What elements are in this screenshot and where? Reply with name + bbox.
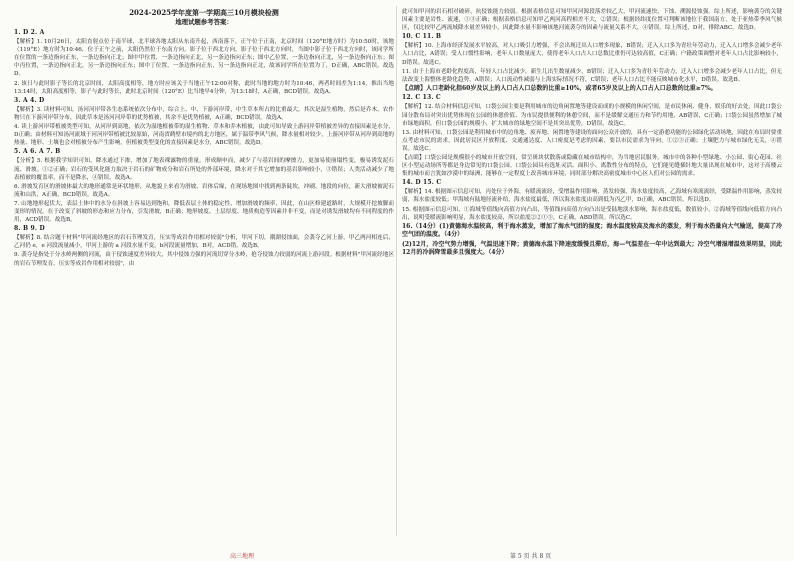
footer-page-number: 第 5 页 共 8 页	[510, 553, 552, 560]
answer-key-line: 12. C 13. C	[402, 94, 441, 102]
answer-key-line: 3. A 4. D	[14, 96, 45, 104]
column-divider	[396, 6, 397, 536]
explanation-paragraph: 【点睛】人口老龄化指60岁及以上的人口占人口总数的比重≥10%，或者65岁及以上的人口占人口总数的比重≥7%。	[402, 84, 717, 92]
answer-key-line: 5. A 6. A 7. B	[14, 148, 61, 156]
doc-title: 2024-2025学年度第一学期高三10月模块检测	[129, 8, 279, 17]
answer-key-line: 10. C 11. B	[402, 33, 442, 41]
explanation-paragraph: 2. 该日与此时影子等长的北京时间，太阳高度相等，地方时应该关于当地正午12:00对称，此时当地的地方时为10:46，两者时间差为1:14，推出当地13:14时，太阳高度相等，影子与此时等长，此时北京时间（120°E）比当地早4分钟，为13:18时，A正确，BCD错误。故选A。	[14, 80, 394, 95]
explanation-paragraph: 7. 山地地形起伏大，表层土体中的水分在斜坡上容易达到饱和，降低表层土体的稳定性，增加滑坡的频率，因此，在山区修建道路时，大规模开挖坡脚而变形的情况，在于改变了斜坡的形态和应力分布，引发滑坡，B正确；地形坡度、土层厚度、地质构造等因素并非不变，而是对诱发滑坡均有不同程度的作用，ACD错误。故选B。	[14, 200, 394, 224]
explanation-paragraph: 4. 读上游河岸带植被类型可知，从河岸到高地，依次为湿地植被带的湿生植物、草本和乔木植被，由此可知导致上游河岸带植被差异的直接因素是水分，D正确；由材料可知汤河流域于河河岸带植被比较原始，河南省鹤壁市境内的北方地区，属于温带季风气候，降水量相对较少，上游河岸带从河岸到高地的热量、地形、土壤也会对植被分布产生影响，但植被类型变化的直接因素是水分，ABC错误。故选D。	[14, 124, 394, 147]
footer-subject: 高三地理	[230, 553, 255, 560]
explanation-paragraph: 15. 根据图示信息可知，①海域等值线向高值方向凸出，等值线向高值方向凸出是受陆地淡水影响，海水盐度低，数值较小。②海域等值线向低值方向凸出，说明受暖流影响明显，海水盐度较高，所以盐度②②①③，C正确，ABD错误。所以选C。	[402, 206, 782, 221]
answer-key-line: 14. D 15. C	[402, 179, 442, 187]
explanation-paragraph: 16.（14分）(1)黄德海水温较高，利于海水蒸发，增加了海水气团的湿度；海水温度较高及海水的蒸发，利于海水热量向大气输送，提高了冷空气团的温度。（4分）	[402, 222, 782, 239]
explanation-paragraph: 【解析】10. 上海市经济发展水平较高，对人口吸引力增强，不会出现迁出人口增多现象，B错误；迁入人口多为青壮年劳动力，迁入人口增多会减少老年人口占比，A错误；受人口惯性影响，老年人口数量庞大，使得老年人口占人口总数比重仍可达较高值，C正确；户籍政策调整对老年人口占比影响较小，D错误。故选C。	[402, 43, 782, 66]
right-body	[402, 8, 782, 258]
left-body	[14, 29, 394, 268]
explanation-paragraph: 11. 由于上海市老龄化程度高，年轻人口占比减少，新生儿出生数量减少，B错误；迁入人口多为青壮年劳动力，迁入人口增多会减少老年人口占比，但无法改变上海整体老龄化趋势，A错误；人口流动性减弱与上海实际情况不符，C错误；老年人口占比不能反映城市化水平，D错误。故选B。	[402, 68, 782, 83]
explanation-paragraph: 【解析】1. 10月26日，太阳直射点位于南半球，北半球各地太阳从东南升起，西南落下，正午位于正南，北京时间（120°E地方时）为10:50时，该地（119°E）地方时为10:46，位于正午之前，太阳仍然位于东南方向，影子位于西北方向，影子位于西北方向时，当图中影子位于西北方向时，该同学所在位置的一条边指向正东，一条边指向正北；图中甲位置，一条边指向正北，另一条边指向正东；图中乙位置，一条边指向正北，另一条边指向正东；图中丙位置，一条边指向正北，另一条边指向正东；图中丁位置，一条边指向正东，另一条边指向正北，故该同学所在位置为丁，D正确，ABC错误。故选D。	[14, 39, 394, 78]
right-column	[402, 8, 782, 259]
explanation-paragraph: 【分析】5. 根据我学知识可知，降水通过下渗，增加了地表裸露物的重量，形成顺申而，减少了与基岩间的摩擦力，更加易使崩塌性变，极易诱发泥石流、滑坡。①②正确；岩石的受风化能力取决于岩石的矿物成分和岩石所处的外部环境，降水对于其它增加的基岩影响较小，③错误；人类活动减少了地表植被的覆盖率，而不是降水，④错误。故选A。	[14, 158, 394, 181]
answer-key-line: 8. B 9. D	[14, 225, 45, 233]
answer-key-line: 1. D 2. A	[14, 29, 45, 36]
explanation-paragraph: 【解析】8. 结合题干材料"甲河流经地区的岩石节理发育，压实等成岩作用相对较弱"分析，甲河下切，潮湖侵蚀面，会袭夺乙河上游，甲乙两河相连后，乙河仍 e，e 河段流量减小，甲河上游的 a 河段水量不变，b河段流量增加，B对，ACD错。故选B。	[14, 235, 394, 250]
explanation-paragraph: 9. 袭夺是指处于分水岭两侧的河流，由于侵蚀速度差异较大，其中侵蚀力强的河流切穿分水岭，抢夺侵蚀力较弱的河流上游河段。根据材料"甲河流经地区的岩石节理发育，压实等成岩作用相对较弱"，由	[14, 252, 394, 267]
left-column	[14, 8, 394, 269]
explanation-paragraph: 【解析】12. 结合材料信息可知，口袋公园主要是利用城市的边角闲置地等建设而成的小规模的休闲空间，是市民休闲、健身、娱乐的好去处，因此口袋公园分散布局对突出优势体现在公园的休憩价值、为市民提供便利的休憩空间，而不是缓解交通压力和节约用地，AB错误，C正确；口袋公园虽然增加了城市绿地面积，但口袋公园的规模小，扩大城市的绿地空间不是其突出优势，D错误。故选C。	[402, 104, 782, 127]
explanation-paragraph: 此可知甲河的岩石相对破碎，抗侵蚀能力较弱。根据表格信息可知甲河河源段落差较乙大，甲河流速快，下蚀、溯源侵蚀强。综上所述，影响袭夺的关键因素主要是岩性、流速，①③正确；根据表格信息可知甲乙两河高程相差不大，②错误；根据经纬度位置可判断该地位于我国南方，处于亚热带季风气候区，仅比较甲乙两流域降水量差异较小，因此降水量不影响该地河流袭夺的因素与流量关系不大，④错误。综上所述，D对，排除ABC。故选D。	[402, 9, 782, 32]
explanation-paragraph: (2)12月，冷空气势力增强，气温迅速下降；黄德海水温下降速度缓慢且滞后，海—气温差在一年中达到最大；冷空气增湿增温效果明显，因此12月的冷涡降雪最多且强度大。（4分）	[402, 240, 782, 257]
doc-subtitle: 地理试题参考答案：	[175, 18, 233, 26]
explanation-paragraph: 【解析】3. 读材料可知，汤河河岸带各生态系统依次分布中，综合上、中、下游河岸带，中生草本所占的比重最大，其次是湿生植物，然后是乔木，农作物只在下游河岸带分布，因此草本是汤河河岸带的优势植被，其余不是优势植被，A正确，BCD错误。故选A。	[14, 106, 394, 121]
explanation-paragraph: 13. 由材料可知，口袋公园是利用城市中的边角地、废弃地、闲置地等建设的面向公众开放的，具有一定游憩功能的公园绿化活动场地，因此在布局时要重点考虑市民的需求，因此居民区开放程度、交通通达度、人口密度是考虑的因素，要以市民需求为导向，①②③正确；土壤肥力与城市绿化无关，④错误。故选C。	[402, 129, 782, 152]
explanation-paragraph: 6. 滑坡发育区的滑坡体最大的地形通常是环状地形，从地貌上来看为滑坡、岩体后缘，在现场地图中找到两条陡坎，冲刷、地段的向位，新大滑坡被泥石流和山洪，A正确，BCD错误。故选A。	[14, 183, 394, 198]
explanation-paragraph: 【解析】14. 根据图示信息可知，丙处位于外海，有暖流流经，受增温作用影响，蒸发较强，海水盐度较高，乙海域有寒流流经，受降温作用影响，蒸发较弱，海水盐度较低；甲海域有陆地径流补给，海水盐度最低，所以海水盐度由高到低为丙乙甲，D正确，ABC错误。所以选D。	[402, 189, 782, 204]
explanation-paragraph: 【点睛】口袋公园是规模很小的城市开放空间，常呈斑块状散落或隐藏在城市结构中，为当地居民服务。城市中的各种小型绿地、小公园、街心花园、社区小型运动场所等都是身边常见的口袋公园。口袋公园具有选址灵活、面积小、离散性分布的特点，它们能见缝插针地大量出现在城市中，这对于高楼云集的城市而言犹如沙漠中的绿洲，能够在一定程度上改善城市环境，同时部分解决高密度城市中心区人们对公园的需求。	[402, 155, 782, 178]
